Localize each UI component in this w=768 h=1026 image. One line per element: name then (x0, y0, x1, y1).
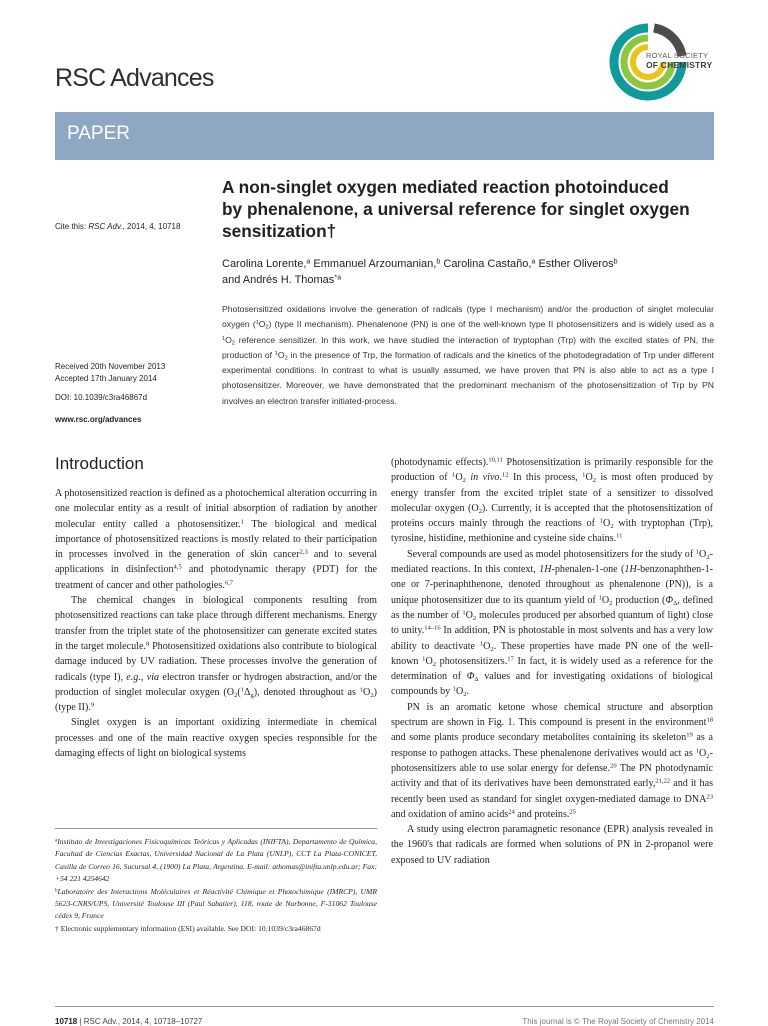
reference-mark[interactable]: 4,5 (173, 564, 182, 572)
footnote-affiliation-b: $^b$Laboratoire des Interactions Moléculaires et Réactivité Chimique et Photochimique (IMRCP), UMR 5623-CNRS/UPS, Université Toulouse III (Paul Sabatier), 118, route de Narbonne, F-31062 Toulouse cédex 9, France (55, 886, 377, 921)
cite-prefix: Cite this: (55, 222, 89, 231)
author-affiliation-mark: a (531, 257, 536, 266)
footnotes (55, 836, 377, 935)
author-affiliation-mark: *a (334, 272, 342, 281)
footer-citation-text: | RSC Adv., 2014, 4, 10718–10727 (77, 1017, 203, 1026)
paragraph: (photodynamic effects).$^{10,11}$ Photosensitization is primarily responsible for the production of $^1O_2$ in vivo.$^{12}$ In this process, $^1O_2$ is most often produced by energy transfer from the excited triplet state of a sensitizer to dissolved molecular oxygen $(O_2)$. Currently, it is accepted that the photosensitization of proteins occurs mainly through the reactions of $^1O_2$ with tryptophan (Trp), tyrosine, histidine, methionine and cysteine side chains.$^{11}$ (391, 456, 714, 545)
received-date: Received 20th November 2013 (55, 362, 166, 371)
cite-journal: RSC Adv. (88, 222, 123, 231)
reference-mark[interactable]: 9 (90, 701, 95, 709)
accepted-date: Accepted 17th January 2014 (55, 373, 157, 383)
footnote-esi: † Electronic supplementary information (ESI) available. See DOI: 10.1039/c3ra46867d (55, 923, 321, 933)
dates (55, 361, 165, 384)
reference-mark[interactable]: 17 (507, 655, 514, 663)
paragraph: A photosensitized reaction is defined as a photochemical alteration occurring in one molecular entity as a result of initial absorption of radiation by another molecular entity called a photosensitizer.$^1$ The biological and medical importance of photosensitized reactions is mostly related to their participation in processes involved in the generation of skin cancer$^{2,3}$ and to several applications in disinfection$^{4,5}$ and photodynamic therapy (PDT) for the treatment of cancer and other pathologies.$^{6,7}$ (55, 488, 378, 591)
footer-citation (55, 1017, 202, 1026)
rsc-logo-text (646, 52, 712, 69)
author-name: Carolina Castaño, (440, 258, 532, 270)
abstract: Photosensitized oxidations involve the generation of radicals (type I mechanism) and/or the production of singlet molecular oxygen $(^1O_2)$ (type II mechanism). Phenalenone (PN) is one of the well-known type II photosensitizers and is widely used as a $^1O_2$ reference sensitizer. In this work, we have studied the interaction of tryptophan (Trp) with the excited states of PN, the production of $^1O_2$ in the presence of Trp, the formation of radicals and the kinetics of the photodegradation of Trp under different experimental conditions. In contrast to what is usually assumed, we have proven that PN is also able to act as a type I photosensitizer. Moreover, we have demonstrated that the predominant mechanism of the photosensitization of Trp by PN involves an electron transfer initiated-process. (222, 304, 715, 406)
journal-name: RSC Advances (55, 64, 214, 92)
paragraph: PN is an aromatic ketone whose chemical structure and absorption spectrum are shown in Fig. 1. This compound is present in the environment$^{18}$ and some plants produce secondary metabolites containing its skeleton$^{19}$ as a response to pathogen attacks. These phenalenone derivatives would act as $^1O_2$-photosensitizers able to use solar energy for defense.$^{20}$ The PN photodynamic activity and that of its derivatives have been demonstrated early,$^{21,22}$ and it has recently been used as standard for singlet oxygen-mediated damage to DNA$^{23}$ and oxidation of amino acids$^{24}$ and proteins.$^{25}$ (391, 701, 714, 820)
footer-copyright: This journal is © The Royal Society of Chemistry 2014 (522, 1017, 714, 1026)
reference-mark[interactable]: 20 (610, 762, 617, 770)
article-title: A non-singlet oxygen mediated reaction photoinduced by phenalenone, a universal reference for singlet oxygen sensitization† (222, 177, 690, 241)
author-affiliation-mark: a (306, 257, 311, 266)
author-name: Emmanuel Arzoumanian, (310, 258, 437, 270)
author-affiliation-mark: b (613, 257, 618, 266)
body-column-left (55, 486, 377, 761)
article-type-label: PAPER (67, 123, 131, 144)
reference-mark[interactable]: 18 (706, 716, 713, 724)
journal-website-link[interactable]: www.rsc.org/advances (55, 415, 142, 424)
reference-mark[interactable]: 23 (706, 793, 713, 801)
reference-mark[interactable]: 12 (502, 472, 509, 480)
footnote-affiliation-a: $^a$Instituto de Investigaciones Fisicoquímicas Teóricas y Aplicadas (INIFTA), Departamento de Química, Facultad de Ciencias Exactas, Universidad Nacional de La Plata (UNLP), CCT La Plata-CONICET, Casilla de Correo 16, Sucursal 4, (1900) La Plata, Argentina. E-mail: athomas@inifta.unlp.edu.ar; Fax: +54 221 4254642 (55, 837, 377, 884)
logo-line1: ROYAL SOCIETY (646, 51, 709, 60)
reference-mark[interactable]: 10,11 (488, 456, 503, 464)
reference-mark[interactable]: 24 (508, 808, 515, 816)
paragraph: The chemical changes in biological components resulting from photosensitized reactions can take place through different mechanisms. Energy transfer from the triplet state of the photosensitizer can generate excited states in the target molecule.$^8$ Photosensitized oxidations also contribute to biological damage induced by UV radiation. These processes involve the generation of radicals (type I), e.g., via electron transfer or hydrogen abstraction, and/or the production of singlet molecular oxygen ($O_2(^1\Delta_g)$, denoted throughout as $^1O_2$) (type II).$^9$ (55, 595, 377, 714)
article-type-banner (55, 112, 714, 160)
page-number: 10718 (55, 1017, 78, 1026)
logo-line2: OF CHEMISTRY (646, 59, 713, 70)
doi: DOI: 10.1039/c3ra46867d (55, 393, 148, 402)
reference-mark[interactable]: 11 (616, 533, 623, 541)
reference-mark[interactable]: 1 (240, 518, 244, 526)
author-name: Esther Oliveros (535, 258, 614, 270)
footnote-divider (55, 828, 377, 829)
footer-divider (55, 1006, 714, 1007)
paragraph: Singlet oxygen is an important oxidizing intermediate in chemical processes and one of the main reactive oxygen species responsible for the damaging effects of light on biological systems (55, 717, 377, 760)
reference-mark[interactable]: 14–16 (424, 624, 441, 632)
author-affiliation-mark: b (436, 257, 441, 266)
paragraph: Several compounds are used as model photosensitizers for the study of $^1O_2$-mediated reactions. In this context, 1H-phenalen-1-one (1H-benzonaphthen-1-one or 7-perinaphthenone, denoted throughout as phenalenone (PN)), is a unique photosensitizer due to its quantum yield of $^1O_2$ production ($\Phi_\Delta$, defined as the number of $^1O_2$ molecules produced per absorbed quantum of light) close to unity.$^{14-16}$ In addition, PN is photostable in most solvents and has a very low ability to deactivate $^1O_2$. These properties have made PN one of the well-known $^1O_2$ photosensitizers.$^{17}$ In fact, it is widely used as a reference for the determination of $\Phi_\Delta$ values and for investigating oxidations of biological compounds by $^1O_2$. (391, 548, 714, 699)
author-name: Carolina Lorente, (222, 258, 307, 270)
reference-mark[interactable]: 8 (145, 640, 150, 648)
reference-mark[interactable]: 19 (686, 732, 693, 740)
section-heading-introduction: Introduction (55, 454, 144, 473)
reference-mark[interactable]: 2,3 (299, 548, 308, 556)
reference-mark[interactable]: 25 (569, 808, 576, 816)
reference-mark[interactable]: 6,7 (224, 579, 234, 587)
author-list (222, 257, 712, 288)
reference-mark[interactable]: 21,22 (655, 777, 671, 785)
body-column-right (391, 455, 713, 868)
cite-this (55, 222, 180, 231)
paragraph: A study using electron paramagnetic resonance (EPR) analysis revealed in the 1960's that radicals are formed when solutions of PN in 2-propanol were exposed to UV radiation (391, 824, 713, 866)
author-name: and Andrés H. Thomas (222, 273, 335, 286)
cite-details: , 2014, 4, 10718 (122, 222, 181, 231)
rsc-logo (608, 22, 718, 104)
